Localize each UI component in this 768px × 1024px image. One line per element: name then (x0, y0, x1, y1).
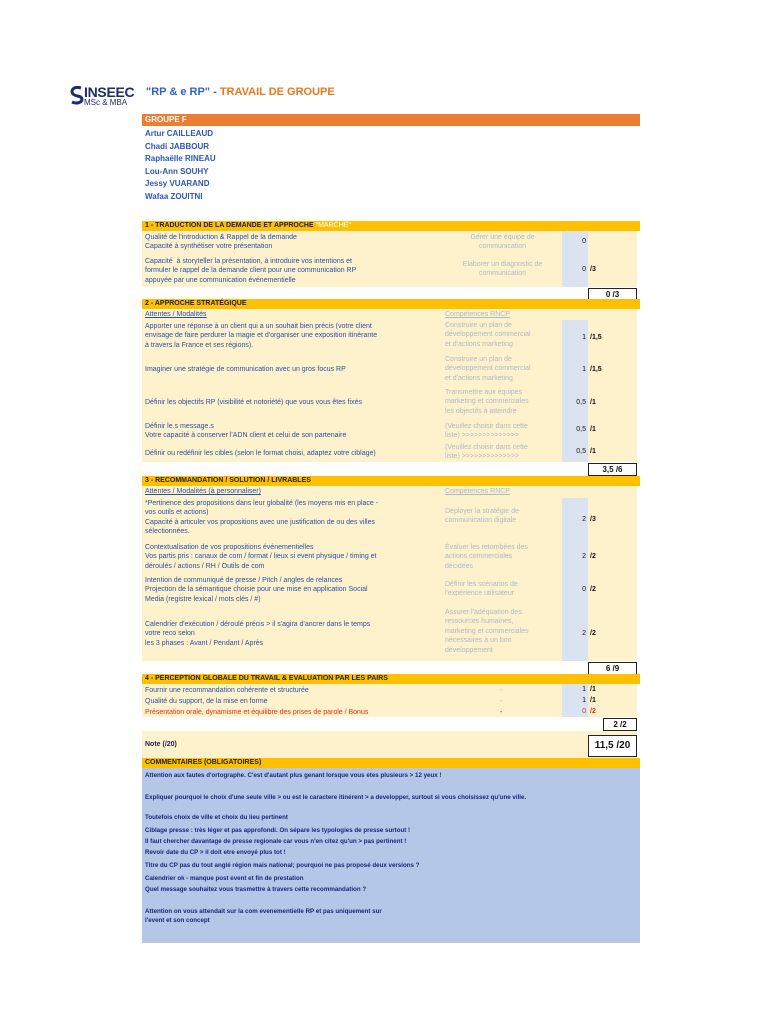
s3-row-1-score: 2 (582, 516, 586, 523)
member-name: Lou-Ann SOUHY (145, 166, 209, 176)
s4-row-3-text: Présentation orale, dynamisme et équilibre des prises de parole / Bonus (145, 709, 369, 716)
s4-row-3-score: 0 (582, 708, 586, 715)
s3-row-1-text: *Pertinence des propositions dans leur globalité (les moyens mis en place - vos outils et actions) Capacité à articuler vos propositions avec une justification de ou des villes sélectionnées. (145, 500, 379, 536)
s2-row-1-score: 1 (582, 334, 586, 341)
s1-row-1-competence: Gérer une équipe de communication (470, 234, 535, 251)
s3-row-2-max: /2 (590, 553, 596, 560)
section-4-header: 4 - PERCEPTION GLOBALE DU TRAVAIL & EVALUATION PAR LES PAIRS (142, 674, 640, 684)
section-2-header: 2 - APPROCHE STRATÉGIQUE (142, 299, 640, 309)
comments-header: COMMENTAIRES (OBLIGATOIRES) (142, 758, 640, 768)
s2-row-3-score: 0,5 (576, 399, 586, 406)
comment-line: Expliquer pourquoi le choix d'une seule ville > ou est le caractere itinérent > a developper, surtout si vous choisissez qu'une ville. (145, 794, 527, 801)
s3-row-2-competence: Évaluer les retombées des actions commerciales décidées (445, 544, 528, 570)
s3-row-4-text: Calendrier d'exécution / déroulé précis > il s'agira d'ancrer dans le temps votre reco selon les 3 phases : Avant / Pendant / Après (145, 621, 371, 647)
s3-row-4-max: /2 (590, 630, 596, 637)
s1-row-1-text: Qualité de l'introduction & Rappel de la demande Capacité à synthétiser votre présentation (145, 234, 297, 251)
comment-line: Il faut chercher davantage de presse regionale car vous n'en citez qu'un > pas pertinent ! (145, 838, 407, 845)
section-3-total: 6 /9 (588, 662, 637, 675)
s1-row-2-competence: Elaborer un diagnostic de communication (462, 261, 543, 278)
s2-row-2-max: /1,5 (590, 366, 602, 373)
s3-row-3-max: /2 (590, 586, 596, 593)
s3-row-3-score: 0 (582, 586, 586, 593)
logo-main-text: INSEEC (84, 84, 135, 100)
title-label: TRAVAIL DE GROUPE (219, 86, 335, 98)
s4-row-1-max: /1 (590, 686, 596, 693)
s4-row-1-text: Fournir une recommandation cohérente et structurée (145, 687, 309, 694)
s4-row-2-dash: - (500, 698, 503, 705)
s3-row-4-competence: Assurer l'adéquation des ressources humaines, marketing et commerciales nécessaires à un bon développement (445, 609, 529, 654)
s4-row-1-dash: - (500, 687, 503, 694)
s4-row-1-score: 1 (582, 686, 586, 693)
s2-row-2-text: Imaginer une stratégie de communication avec un gros focus RP (145, 366, 346, 373)
s2-row-5-competence: (Veuillez choisir dans cette liste) >>>>>>>>>>>>>> (445, 444, 528, 461)
comment-line: Attention on vous attendait sur la com evenementielle RP et pas uniquement sur (145, 908, 382, 915)
comments-list (145, 771, 635, 925)
member-name: Raphaëlle RINEAU (145, 154, 216, 164)
section-1-header (142, 221, 640, 231)
comment-line: Toutefois choix de ville et choix du lieu pertinent (145, 814, 288, 821)
title-course: "RP & e RP" - (146, 86, 220, 98)
member-name: Chadi JABBOUR (145, 141, 210, 151)
comment-line: Revoir date du CP > il doit etre envoyé plus tot ! (145, 849, 286, 856)
s2-row-4-score: 0,5 (576, 426, 586, 433)
s4-row-2-score: 1 (582, 697, 586, 704)
s3-row-1-max: /3 (590, 516, 596, 523)
section-1-title: 1 - TRADUCTION DE LA DEMANDE ET APPROCHE (145, 222, 316, 229)
s4-row-3-max: /2 (590, 708, 596, 715)
s3-row-3-competence: Définir les scénarios de l'expérience utilisateur (445, 581, 518, 598)
section-2-total: 3,5 /6 (588, 463, 637, 476)
group-header: GROUPE F (142, 114, 640, 126)
s2-row-1-max: /1,5 (590, 334, 602, 341)
comment-line: Quel message souhaitez vous trasmettre à travers cette recommandation ? (145, 886, 367, 893)
s2-row-4-competence: (Veuillez choisir dans cette liste) >>>>>>>>>>>>>> (445, 423, 528, 440)
comment-line (145, 802, 635, 811)
comment-line (145, 894, 635, 903)
s4-row-2-text: Qualité du support, de la mise en forme (145, 698, 268, 705)
comment-line (145, 780, 635, 789)
s3-row-2-text: Contextualisation de vos propositions événementielles Vos partis pris : canaux de com / format / lieux si event physique / timing et déroulés / actions / RH / Outils de com (145, 544, 377, 570)
s4-row-2-max: /1 (590, 697, 596, 704)
page-title (146, 86, 335, 98)
s4-row-3-dash: - (500, 709, 503, 716)
s2-row-3-text: Définir les objectifs RP (visibilité et notoriété) que vous vous êtes fixés (145, 399, 362, 406)
group-members (145, 128, 216, 204)
s2-row-2-score: 1 (582, 366, 586, 373)
member-name: Artur CAILLEAUD (145, 129, 213, 138)
s3-row-2-score: 2 (582, 553, 586, 560)
s2-row-4-max: /1 (590, 426, 596, 433)
section-3-header: 3 - RECOMMANDATION / SOLUTION / LIVRABLES (142, 476, 640, 486)
inseec-logo (70, 84, 142, 110)
s2-head-competences: Compétences RNCP (445, 311, 510, 318)
s2-row-1-competence: Construire un plan de développement commercial et d'actions marketing (445, 322, 531, 348)
s2-row-5-text: Définir ou redéfinir les cibles (selon le format choisi, adaptez votre ciblage) (145, 450, 376, 457)
s2-head-attentes: Attentes / Modalités (145, 311, 207, 318)
section-1-total: 0 /3 (588, 288, 637, 301)
member-name: Jessy VUARAND (145, 179, 210, 189)
s1-row-1-score: 0 (582, 238, 586, 245)
inseec-logo-mark-icon (70, 85, 84, 105)
section-2-score-column (562, 320, 588, 462)
s2-row-5-max: /1 (590, 448, 596, 455)
comment-line: Ciblage presse : très léger et pas approfondi. On sépare les typologies de presse surtout ! (145, 827, 411, 834)
s3-row-3-text: Intention de communiqué de presse / Pitch / angles de relances Projection de la sémantique choisie pour une mise en application Social Media (registre lexical / mots clés / #) (145, 577, 368, 603)
s1-row-2-text: Capacité à storyteller la présentation, à introduire vos intentions et formuler le rappel de la demande client pour une communication RP appuyée par une communication événementielle (145, 258, 357, 284)
note-label: Note (/20) (145, 741, 177, 748)
s3-row-1-competence: Déployer la stratégie de communication digitale (445, 508, 519, 525)
s1-row-2-max: /3 (590, 266, 596, 273)
section-1-title-highlight: "MARCHÉ" (315, 222, 351, 229)
s2-row-1-text: Apporter une réponse à un client qui a un souhait bien précis (votre client envisage de faire perdurer la magie et d'organiser une exposition itinérante à travers la France et ses régions). (145, 323, 378, 349)
s2-row-3-competence: Transmettre aux équipes marketing et commerciales les objectifs à atteindre (445, 389, 529, 415)
final-grade: 11,5 /20 (588, 735, 637, 757)
s2-row-4-text: Définir le.s message.s Votre capacité à conserver l'ADN client et celui de son partenaire (145, 423, 347, 440)
comment-line: Calendrier ok - manque post event et fin de prestation (145, 875, 304, 882)
comment-line: Titre du CP pas du tout anglé région mais national; pourquoi ne pas proposé deux versions ? (145, 862, 420, 869)
s2-row-5-score: 0,5 (576, 448, 586, 455)
s3-row-4-score: 2 (582, 630, 586, 637)
comment-line: Attention aux fautes d'ortographe. C'est d'autant plus genant lorsque vous etes plusieurs > 12 yeux ! (145, 772, 442, 779)
comment-line: l'event et son concept (145, 917, 210, 924)
s2-row-2-competence: Construire un plan de développement commercial et d'actions marketing (445, 356, 531, 382)
s3-head-competences: Compétences RNCP (445, 488, 510, 495)
member-name: Wafaa ZOUITNI (145, 191, 203, 201)
section-4-total: 2 /2 (603, 718, 637, 731)
logo-sub-text: MSc & MBA (84, 98, 128, 107)
note-row (142, 731, 637, 758)
s2-row-3-max: /1 (590, 399, 596, 406)
s3-head-attentes: Attentes / Modalités (à personnaliser) (145, 488, 261, 495)
s1-row-2-score: 0 (582, 266, 586, 273)
